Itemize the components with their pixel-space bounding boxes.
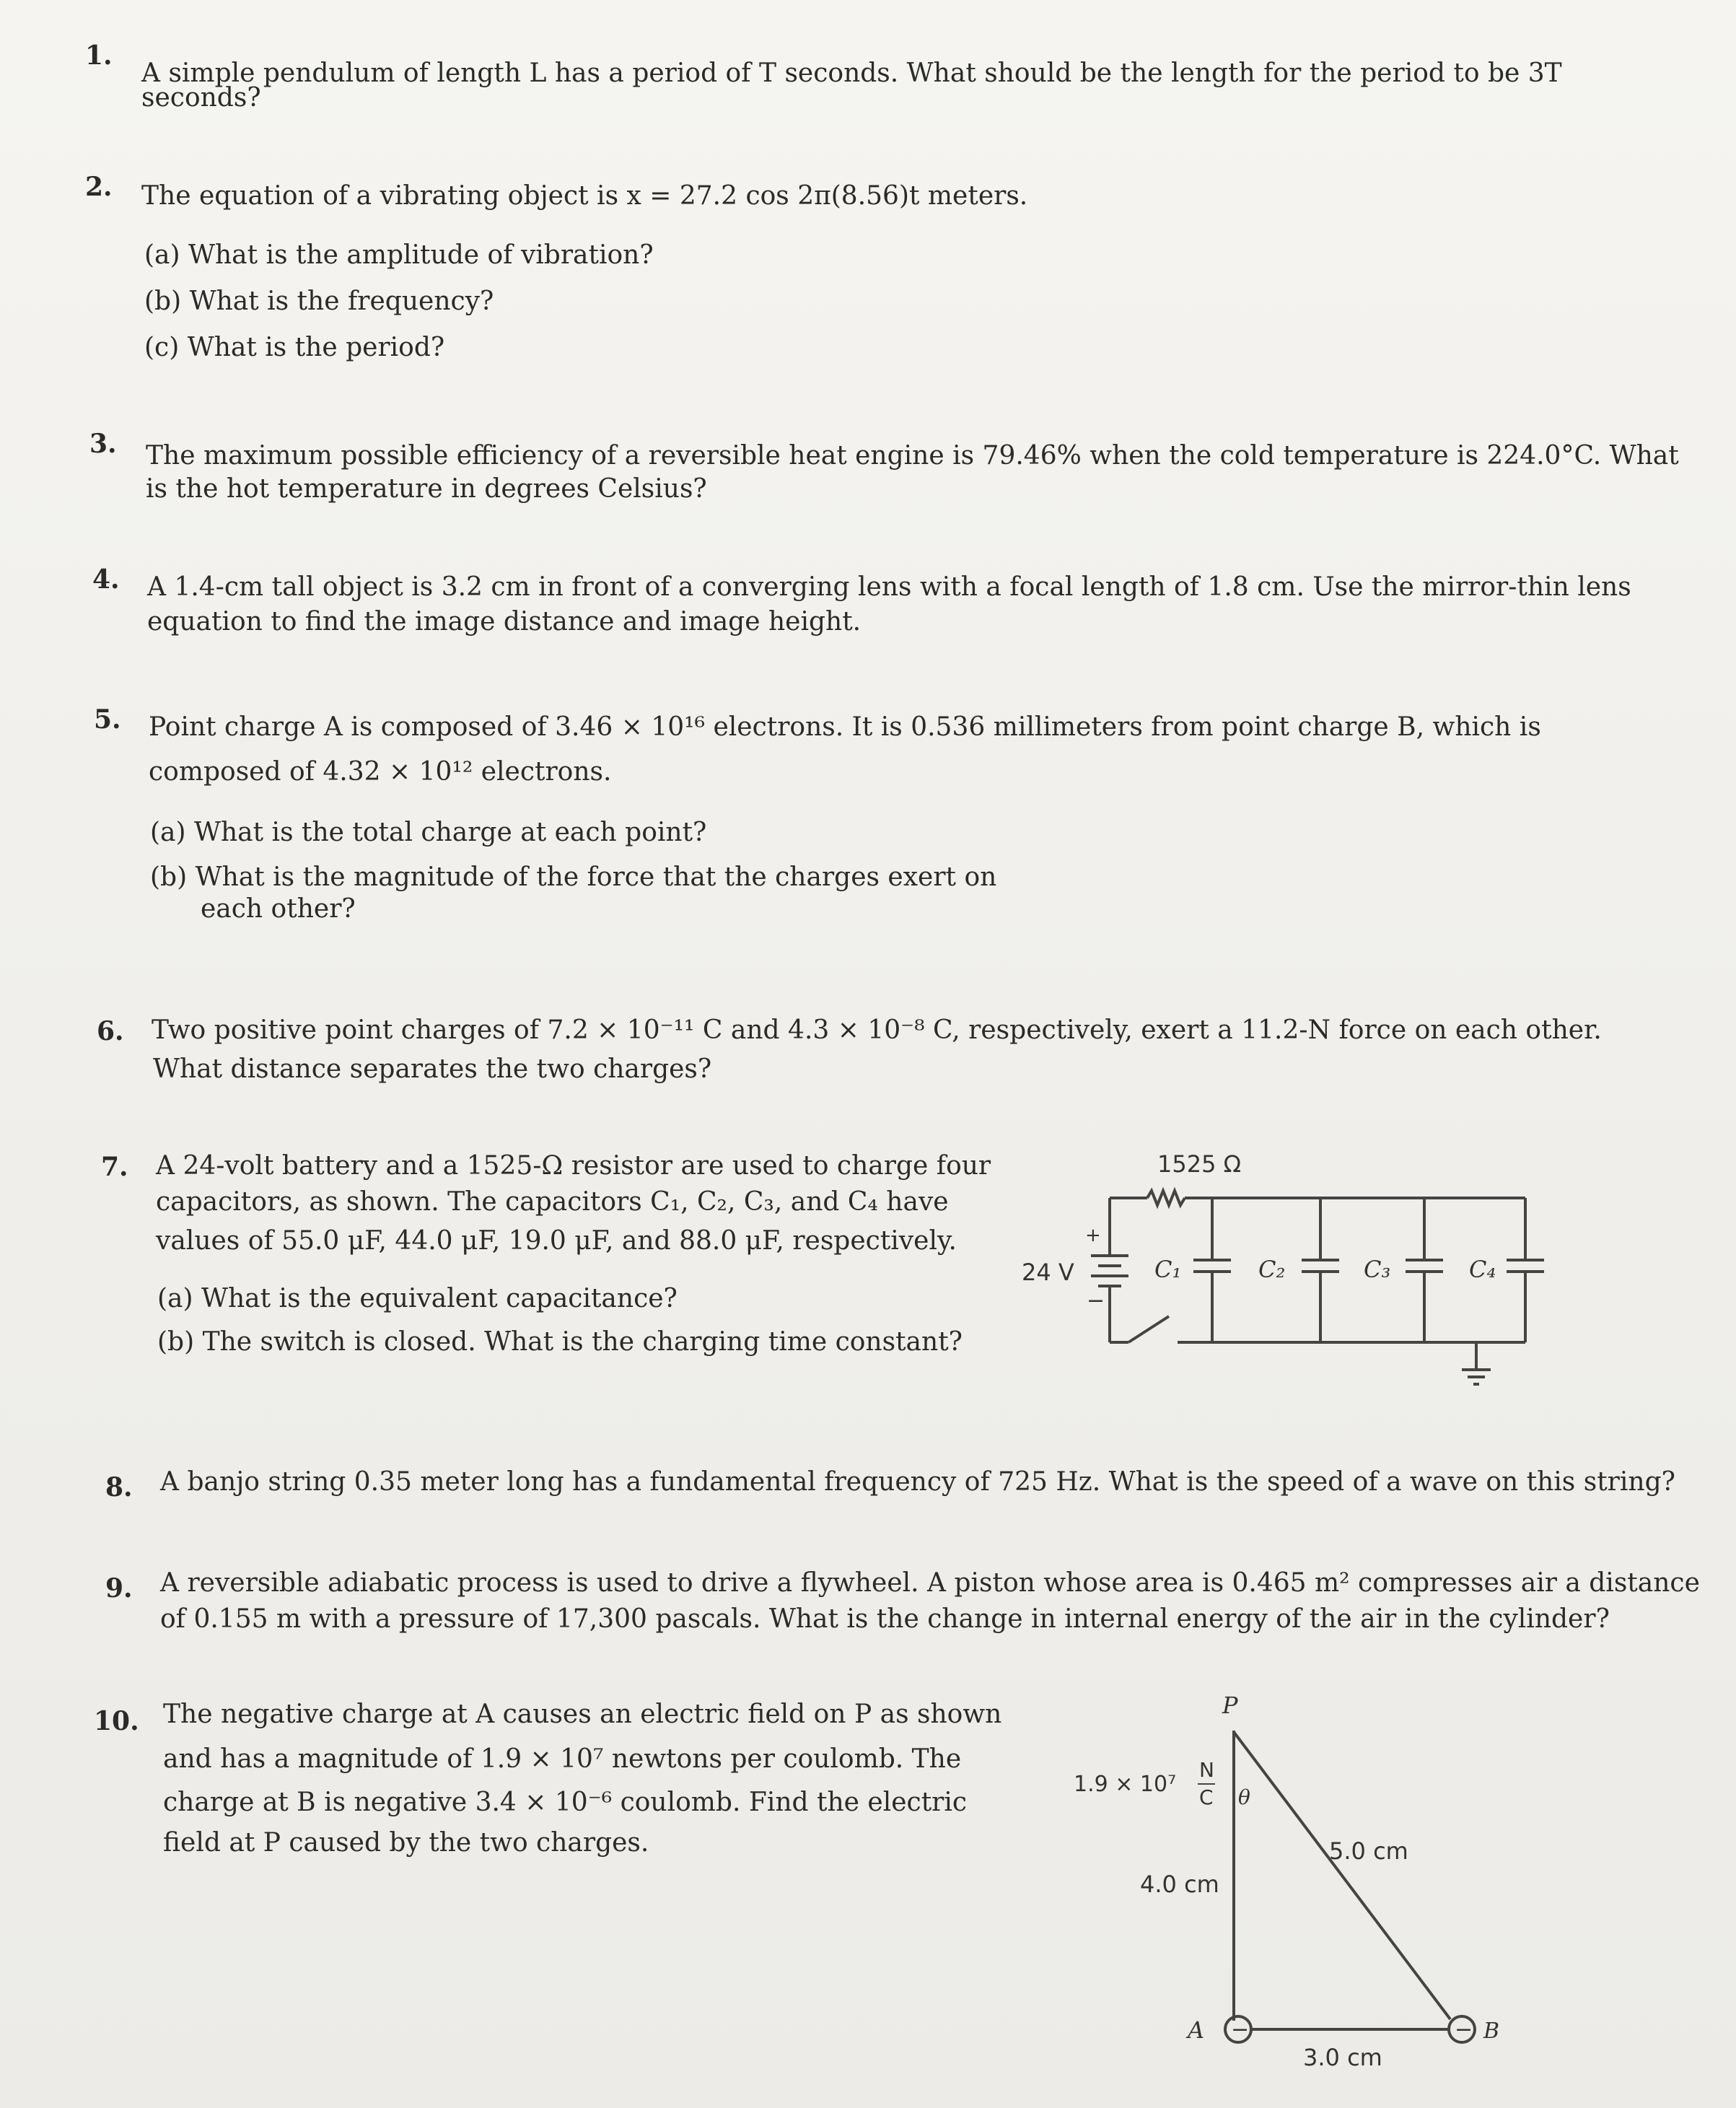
question-number: 3. [89,429,117,459]
question-text: A 1.4-cm tall object is 3.2 cm in front of a converging lens with a focal length of 1.8 cm. Use the mirror-thin lens [147,572,1631,602]
switch-blade [1128,1316,1169,1342]
question-part: (b) The switch is closed. What is the charging time constant? [157,1327,963,1357]
question-number: 7. [101,1152,128,1182]
question-number: 5. [94,704,121,735]
side-ab-label: 3.0 cm [1303,2044,1382,2071]
question-number: 1. [85,40,113,71]
question-part: (a) What is the total charge at each point? [150,818,707,847]
question-part: (a) What is the equivalent capacitance? [157,1284,678,1313]
side-pb [1234,1732,1450,2019]
question-part: (b) What is the frequency? [144,287,494,316]
question-text: equation to find the image distance and image height. [147,607,862,637]
question-text: A simple pendulum of length L has a period of T seconds. What should be the length for the period to be 3T [141,58,1562,88]
question-part: (a) What is the amplitude of vibration? [144,240,654,270]
resistor-symbol [1147,1191,1185,1205]
capacitor-label-c1: C₁ [1154,1256,1182,1283]
point-p-label: P [1222,1692,1238,1719]
capacitor-circuit-diagram [1010,1140,1573,1400]
point-a-label: A [1188,2016,1205,2044]
question-text: capacitors, as shown. The capacitors C₁, C₂, C₃, and C₄ have [156,1187,949,1217]
field-magnitude: 1.9 × 10⁷ [1074,1772,1177,1797]
question-number: 4. [92,564,120,595]
question-text: field at P caused by the two charges. [163,1828,649,1858]
question-number: 6. [97,1016,124,1046]
question-part: (b) What is the magnitude of the force that the charges exert on [150,862,997,892]
side-pb-label: 5.0 cm [1329,1837,1408,1865]
point-b-label: B [1483,2019,1500,2044]
field-unit-c: C [1199,1785,1214,1809]
question-text: is the hot temperature in degrees Celsius? [146,474,707,504]
question-number: 10. [94,1706,139,1736]
question-text: The maximum possible efficiency of a reversible heat engine is 79.46% when the cold temperature is 224.0°C. What [146,441,1679,471]
theta-label: θ [1238,1785,1250,1809]
battery-label: 24 V [1022,1259,1074,1286]
question-text: A 24-volt battery and a 1525-Ω resistor are used to charge four [156,1151,991,1181]
question-text: A reversible adiabatic process is used to drive a flywheel. A piston whose area is 0.465 m² compresses air a distance [160,1568,1700,1598]
capacitor-label-c2: C₂ [1258,1256,1286,1283]
battery-minus: − [1087,1288,1105,1313]
resistor-label: 1525 Ω [1157,1150,1242,1178]
question-text: charge at B is negative 3.4 × 10⁻⁶ coulomb. Find the electric [163,1788,968,1817]
question-text: The negative charge at A causes an electric field on P as shown [163,1700,1002,1729]
charge-a-sign: − [1231,2017,1250,2042]
question-text: values of 55.0 μF, 44.0 μF, 19.0 μF, and 88.0 μF, respectively. [156,1226,957,1256]
question-text: of 0.155 m with a pressure of 17,300 pascals. What is the change in internal energy of the air in the cylinder? [160,1604,1610,1634]
question-number: 8. [105,1472,133,1503]
question-part: (c) What is the period? [144,333,445,362]
question-text: and has a magnitude of 1.9 × 10⁷ newtons per coulomb. The [163,1744,962,1774]
question-number: 2. [85,172,113,202]
question-text: Point charge A is composed of 3.46 × 10¹⁶ electrons. It is 0.536 millimeters from point charge B, which is [149,712,1541,742]
capacitor-label-c3: C₃ [1364,1256,1391,1283]
side-ap-label: 4.0 cm [1140,1871,1219,1898]
question-part: each other? [201,894,356,924]
question-number: 9. [105,1573,133,1604]
charge-triangle-diagram [1061,1689,1566,2078]
question-text: The equation of a vibrating object is x = 27.2 cos 2π(8.56)t meters. [141,181,1028,211]
question-text: composed of 4.32 × 10¹² electrons. [149,757,612,787]
charge-b-sign: − [1455,2017,1473,2042]
question-text: seconds? [141,83,261,113]
question-text: Two positive point charges of 7.2 × 10⁻¹¹ C and 4.3 × 10⁻⁸ C, respectively, exert a 11.2-N force on each other. [152,1015,1602,1045]
question-text: What distance separates the two charges? [153,1054,712,1084]
field-unit-n: N [1199,1758,1214,1782]
capacitor-label-c4: C₄ [1469,1256,1496,1283]
battery-plus: + [1085,1225,1101,1246]
question-text: A banjo string 0.35 meter long has a fundamental frequency of 725 Hz. What is the speed of a wave on this string? [160,1467,1675,1497]
